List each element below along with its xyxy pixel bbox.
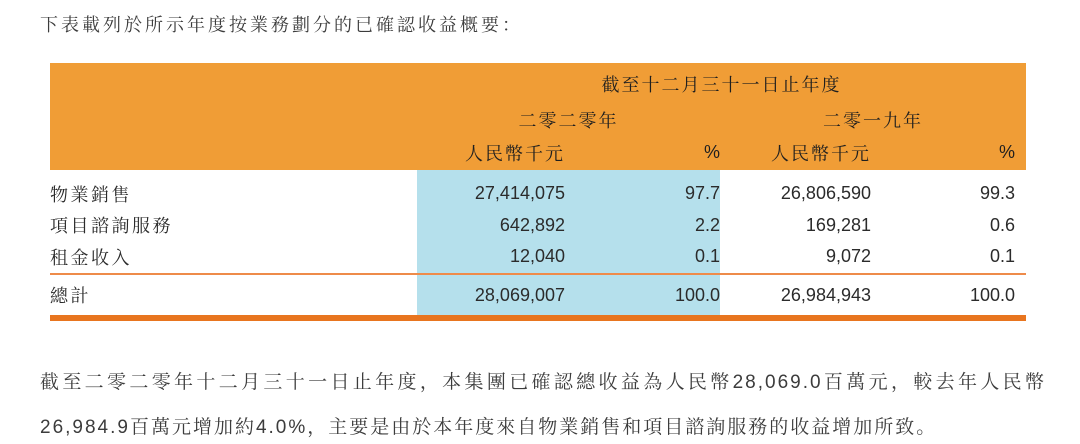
empty-header-cell xyxy=(50,105,417,135)
year-2020-header: 二零二零年 xyxy=(417,105,720,135)
total-amount-2020-cell: 28,069,007 xyxy=(417,274,565,318)
amount-2019-cell: 9,072 xyxy=(825,246,871,266)
amount-2020-cell: 27,414,075 xyxy=(417,170,565,210)
year-header-row xyxy=(50,105,1026,135)
amount-2020-cell: 642,892 xyxy=(417,210,565,240)
total-pct-2019-cell: 100.0 xyxy=(871,274,1026,318)
period-header-row xyxy=(50,63,1026,105)
total-amount-2019-cell: 26,984,943 xyxy=(720,274,871,318)
unit-2020-header: 人民幣千元 xyxy=(417,135,565,170)
table-row xyxy=(50,170,1026,210)
total-label: 總計 xyxy=(50,274,417,318)
year-2019-header: 二零一九年 xyxy=(720,105,1026,135)
table-row xyxy=(50,210,1026,240)
pct-2020-cell: 97.7 xyxy=(565,170,720,210)
pct-2020-header: % xyxy=(565,135,720,170)
table-header xyxy=(50,63,1026,170)
table-body xyxy=(50,170,1026,318)
unit-2019-header: 人民幣千元 xyxy=(720,135,871,170)
segment-label: 項目諮詢服務 xyxy=(50,216,173,236)
pct-2019-cell: 0.6 xyxy=(989,214,1015,235)
pct-2019-header: % xyxy=(871,135,1026,170)
summary-paragraph: 截至二零二零年十二月三十一日止年度，本集團已確認總收益為人民幣28,069.0百萬元，較去年人民幣26,984.9百萬元增加約4.0%，主要是由於本年度來自物業銷售和項目諮詢服務的收益增加所致。 xyxy=(40,372,1046,438)
table-row xyxy=(50,240,1026,274)
intro-text: 下表載列於所示年度按業務劃分的已確認收益概要： xyxy=(40,15,523,35)
revenue-by-segment-table xyxy=(50,63,1026,321)
pct-2020-cell: 2.2 xyxy=(565,210,720,240)
amount-2019-cell: 169,281 xyxy=(805,214,871,235)
pct-2019-cell: 0.1 xyxy=(989,246,1015,266)
total-pct-2020-cell: 100.0 xyxy=(565,274,720,318)
pct-2019-cell: 99.3 xyxy=(979,183,1015,203)
pct-2020-cell: 0.1 xyxy=(565,240,720,274)
segment-label: 物業銷售 xyxy=(50,184,132,205)
period-header: 截至十二月三十一日止年度 xyxy=(417,63,1026,105)
unit-header-row xyxy=(50,135,1026,170)
empty-header-cell xyxy=(50,63,417,105)
amount-2020-cell: 12,040 xyxy=(417,240,565,274)
segment-label: 租金收入 xyxy=(50,247,132,268)
total-row xyxy=(50,274,1026,318)
amount-2019-cell: 26,806,590 xyxy=(780,183,871,203)
empty-header-cell xyxy=(50,135,417,170)
